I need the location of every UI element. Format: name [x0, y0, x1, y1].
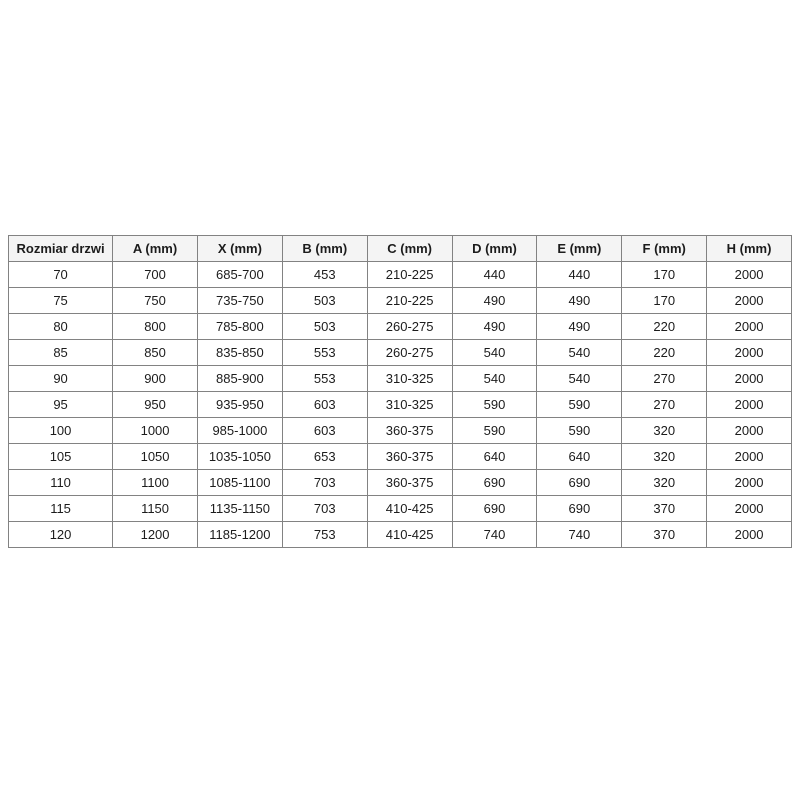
table-cell: 2000 [707, 262, 792, 288]
table-cell: 1200 [113, 522, 198, 548]
table-cell: 590 [452, 392, 537, 418]
table-cell: 503 [282, 314, 367, 340]
table-cell: 220 [622, 314, 707, 340]
table-row [9, 392, 792, 418]
table-cell: 2000 [707, 470, 792, 496]
table-cell: 1150 [113, 496, 198, 522]
table-cell: 590 [537, 392, 622, 418]
table-cell: 690 [452, 496, 537, 522]
table-cell: 690 [537, 496, 622, 522]
table-cell: 850 [113, 340, 198, 366]
table-row [9, 262, 792, 288]
table-cell: 170 [622, 288, 707, 314]
table-cell: 260-275 [367, 314, 452, 340]
table-cell: 310-325 [367, 366, 452, 392]
table-cell: 80 [9, 314, 113, 340]
table-row [9, 314, 792, 340]
table-cell: 640 [452, 444, 537, 470]
table-cell: 490 [537, 314, 622, 340]
table-cell: 410-425 [367, 522, 452, 548]
table-cell: 2000 [707, 392, 792, 418]
table-cell: 360-375 [367, 418, 452, 444]
table-row [9, 340, 792, 366]
table-cell: 490 [452, 314, 537, 340]
column-header: E (mm) [537, 236, 622, 262]
table-cell: 2000 [707, 288, 792, 314]
table-cell: 320 [622, 418, 707, 444]
column-header: B (mm) [282, 236, 367, 262]
table-cell: 260-275 [367, 340, 452, 366]
table-row [9, 366, 792, 392]
table-cell: 900 [113, 366, 198, 392]
table-cell: 703 [282, 470, 367, 496]
table-cell: 2000 [707, 522, 792, 548]
table-cell: 410-425 [367, 496, 452, 522]
table-row [9, 522, 792, 548]
column-header: F (mm) [622, 236, 707, 262]
column-header: A (mm) [113, 236, 198, 262]
table-row [9, 496, 792, 522]
table-cell: 785-800 [197, 314, 282, 340]
table-cell: 100 [9, 418, 113, 444]
table-cell: 1135-1150 [197, 496, 282, 522]
table-cell: 503 [282, 288, 367, 314]
table-cell: 1085-1100 [197, 470, 282, 496]
table-cell: 170 [622, 262, 707, 288]
table-cell: 700 [113, 262, 198, 288]
table-cell: 310-325 [367, 392, 452, 418]
column-header: H (mm) [707, 236, 792, 262]
table-cell: 1185-1200 [197, 522, 282, 548]
table-cell: 210-225 [367, 262, 452, 288]
table-cell: 2000 [707, 444, 792, 470]
table-row [9, 418, 792, 444]
table-cell: 753 [282, 522, 367, 548]
table-cell: 453 [282, 262, 367, 288]
table-cell: 690 [452, 470, 537, 496]
table-cell: 950 [113, 392, 198, 418]
table-cell: 603 [282, 418, 367, 444]
table-row [9, 470, 792, 496]
header-row [9, 236, 792, 262]
table-cell: 440 [452, 262, 537, 288]
table-cell: 540 [452, 366, 537, 392]
table-cell: 220 [622, 340, 707, 366]
table-cell: 110 [9, 470, 113, 496]
table-cell: 1000 [113, 418, 198, 444]
column-header: C (mm) [367, 236, 452, 262]
table-cell: 360-375 [367, 444, 452, 470]
table-cell: 115 [9, 496, 113, 522]
table-cell: 1035-1050 [197, 444, 282, 470]
table-cell: 120 [9, 522, 113, 548]
table-cell: 553 [282, 366, 367, 392]
table-cell: 885-900 [197, 366, 282, 392]
table-cell: 685-700 [197, 262, 282, 288]
table-cell: 2000 [707, 496, 792, 522]
table-cell: 603 [282, 392, 367, 418]
table-cell: 985-1000 [197, 418, 282, 444]
column-header: Rozmiar drzwi [9, 236, 113, 262]
table-cell: 320 [622, 444, 707, 470]
table-cell: 590 [452, 418, 537, 444]
door-size-spec-table [8, 235, 792, 548]
table-cell: 735-750 [197, 288, 282, 314]
table-header [9, 236, 792, 262]
table-cell: 800 [113, 314, 198, 340]
table-cell: 75 [9, 288, 113, 314]
table-cell: 85 [9, 340, 113, 366]
table-cell: 210-225 [367, 288, 452, 314]
table-row [9, 444, 792, 470]
table-cell: 553 [282, 340, 367, 366]
table-cell: 750 [113, 288, 198, 314]
table-cell: 690 [537, 470, 622, 496]
table-cell: 2000 [707, 366, 792, 392]
table-cell: 105 [9, 444, 113, 470]
table-cell: 2000 [707, 314, 792, 340]
table-cell: 95 [9, 392, 113, 418]
table-cell: 540 [537, 366, 622, 392]
table-cell: 653 [282, 444, 367, 470]
table-cell: 1050 [113, 444, 198, 470]
column-header: D (mm) [452, 236, 537, 262]
table-cell: 370 [622, 522, 707, 548]
table-cell: 440 [537, 262, 622, 288]
table-cell: 1100 [113, 470, 198, 496]
table-cell: 370 [622, 496, 707, 522]
table-cell: 360-375 [367, 470, 452, 496]
table-body [9, 262, 792, 548]
table-cell: 540 [452, 340, 537, 366]
column-header: X (mm) [197, 236, 282, 262]
table-row [9, 288, 792, 314]
table-cell: 70 [9, 262, 113, 288]
table-cell: 490 [452, 288, 537, 314]
table-cell: 2000 [707, 340, 792, 366]
table-cell: 490 [537, 288, 622, 314]
table-cell: 90 [9, 366, 113, 392]
table-cell: 740 [452, 522, 537, 548]
table-cell: 835-850 [197, 340, 282, 366]
table-cell: 540 [537, 340, 622, 366]
table-cell: 640 [537, 444, 622, 470]
table-cell: 2000 [707, 418, 792, 444]
table-cell: 320 [622, 470, 707, 496]
table-cell: 590 [537, 418, 622, 444]
table-cell: 703 [282, 496, 367, 522]
table-cell: 740 [537, 522, 622, 548]
table-cell: 935-950 [197, 392, 282, 418]
table-cell: 270 [622, 366, 707, 392]
table-cell: 270 [622, 392, 707, 418]
